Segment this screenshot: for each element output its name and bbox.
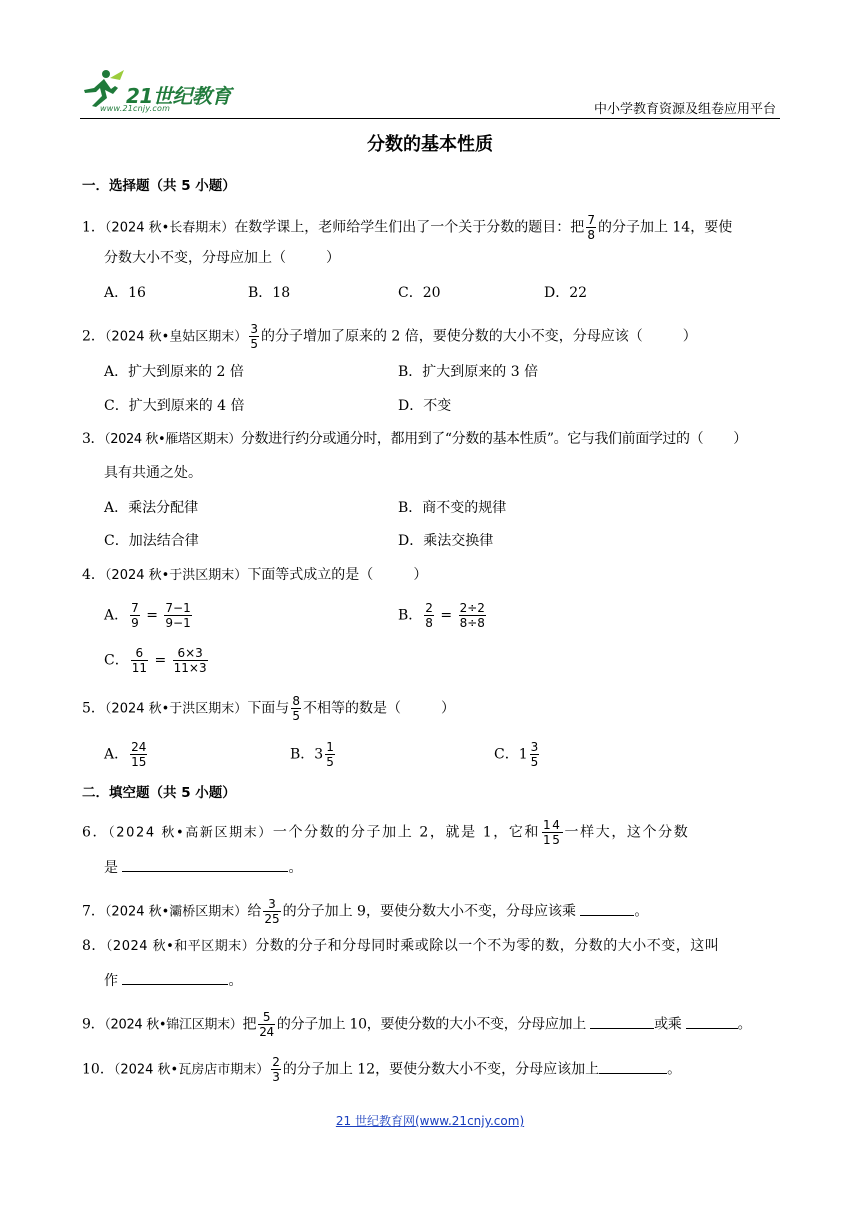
question-8-line-2: 作 。	[104, 970, 242, 992]
question-source: （2024 秋•皇姑区期末）	[104, 329, 248, 345]
option-d[interactable]: D．22	[544, 285, 588, 301]
question-source: （2024 秋•于洪区期末）	[104, 701, 248, 717]
question-source: （2024 秋•长春期末）	[104, 220, 235, 236]
answer-blank[interactable]	[599, 1059, 667, 1074]
question-6-line-2: 是 。	[104, 857, 302, 879]
logo-text: 21世纪教育	[126, 84, 231, 108]
option-b[interactable]: B． $\frac{2}{8}$ = $\frac{2\div 2}{8\div 8}$	[398, 601, 485, 630]
option-b[interactable]: B．3 $\frac{1}{5}$	[290, 740, 334, 769]
answer-blank[interactable]	[122, 970, 228, 985]
question-source: （2024 秋•雁塔区期末）	[104, 432, 241, 447]
question-1: 1．（2024 秋•长春期末）在数学课上，老师给学生们出了一个关于分数的题目：把 $\frac{7}{8}$ 的分子加上 14，要使	[82, 213, 733, 242]
option-b[interactable]: B．商不变的规律	[398, 500, 507, 516]
question-3: 3．（2024 秋•雁塔区期末）分数进行约分或通分时，都用到了“分数的基本性质”。它与我们前面学过的（ ）	[82, 431, 747, 447]
question-source: （2024 秋•于洪区期末）	[104, 568, 248, 583]
question-7: 7．（2024 秋•灞桥区期末）给 $\frac{3}{25}$ 的分子加上 9，要使分数大小不变，分母应该乘 。	[82, 897, 649, 926]
section-heading-choice: 一．选择题（共 5 小题）	[82, 178, 236, 194]
fraction: $\frac{8}{5}$	[292, 694, 300, 723]
fraction: $\frac{3}{25}$	[264, 897, 280, 926]
option-d[interactable]: D．乘法交换律	[398, 533, 494, 549]
logo	[80, 66, 250, 114]
question-source: （2024 秋•灞桥区期末）	[104, 904, 248, 920]
question-source: （2024 秋•锦江区期末）	[104, 1017, 243, 1033]
question-source: （2024 秋•瓦房店市期末）	[113, 1062, 270, 1078]
answer-blank[interactable]	[122, 857, 288, 872]
option-c[interactable]: C．1 $\frac{3}{5}$	[494, 740, 539, 769]
question-1-line-2: 分数大小不变，分母应加上（ ）	[104, 250, 340, 266]
runner-logo-icon	[80, 68, 128, 108]
question-6: 6．（2024 秋•高新区期末）一个分数的分子加上 2，就是 1，它和 $\frac{14}{15}$ 一样大，这个分数	[82, 818, 690, 847]
option-c[interactable]: C．扩大到原来的 4 倍	[104, 398, 245, 414]
question-3-line-2: 具有共通之处。	[104, 465, 202, 481]
logo-url: www.21cnjy.com	[100, 104, 171, 113]
option-c[interactable]: C． $\frac{6}{11}$ = $\frac{6\times 3}{11\times 3}$	[104, 646, 207, 675]
answer-blank[interactable]	[590, 1014, 654, 1029]
fraction: $\frac{7}{8}$	[587, 213, 595, 242]
footer	[0, 1112, 860, 1129]
question-9: 9．（2024 秋•锦江区期末）把 $\frac{5}{24}$ 的分子加上 10，要使分数的大小不变，分母应加上 或乘 。	[82, 1010, 752, 1039]
question-source: （2024 秋•高新区期末）	[108, 825, 273, 841]
fraction: $\frac{14}{15}$	[543, 818, 562, 847]
answer-blank[interactable]	[580, 901, 634, 916]
question-8: 8．（2024 秋•和平区期末）分数的分子和分母同时乘或除以一个不为零的数，分数的大小不变，这叫	[82, 938, 720, 954]
question-number: 1．	[82, 219, 105, 236]
option-b[interactable]: B．扩大到原来的 3 倍	[398, 364, 539, 380]
footer-link[interactable]: 21 世纪教育网(www.21cnjy.com)	[335, 1114, 525, 1128]
section-heading-fill: 二．填空题（共 5 小题）	[82, 785, 236, 801]
platform-name: 中小学教育资源及组卷应用平台	[593, 102, 776, 117]
question-source: （2024 秋•和平区期末）	[105, 939, 256, 954]
option-b[interactable]: B．18	[248, 285, 291, 301]
option-a[interactable]: A． $\frac{7}{9}$ = $\frac{7-1}{9-1}$	[104, 601, 191, 630]
option-d[interactable]: D．不变	[398, 398, 452, 414]
question-4: 4．（2024 秋•于洪区期末）下面等式成立的是（ ）	[82, 567, 428, 583]
question-5: 5．（2024 秋•于洪区期末）下面与 $\frac{8}{5}$ 不相等的数是（ ）	[82, 694, 455, 723]
question-2: 2．（2024 秋•皇姑区期末） $\frac{3}{5}$ 的分子增加了原来的 2 倍，要使分数的大小不变，分母应该（ ）	[82, 322, 697, 351]
fraction: $\frac{2}{3}$	[272, 1055, 280, 1084]
option-a[interactable]: A．扩大到原来的 2 倍	[104, 364, 244, 380]
question-10: 10．（2024 秋•瓦房店市期末） $\frac{2}{3}$ 的分子加上 12，要使分数大小不变，分母应该加上 。	[82, 1055, 682, 1084]
page-header	[80, 66, 780, 119]
fraction: $\frac{5}{24}$	[259, 1010, 274, 1039]
option-c[interactable]: C．20	[398, 285, 441, 301]
option-a[interactable]: A．16	[104, 285, 146, 301]
answer-blank[interactable]	[686, 1014, 738, 1029]
option-a[interactable]: A．乘法分配律	[104, 500, 199, 516]
fraction: $\frac{3}{5}$	[250, 322, 258, 351]
page-title: 分数的基本性质	[367, 134, 493, 155]
option-a[interactable]: A． $\frac{24}{15}$	[104, 740, 147, 769]
option-c[interactable]: C．加法结合律	[104, 533, 199, 549]
